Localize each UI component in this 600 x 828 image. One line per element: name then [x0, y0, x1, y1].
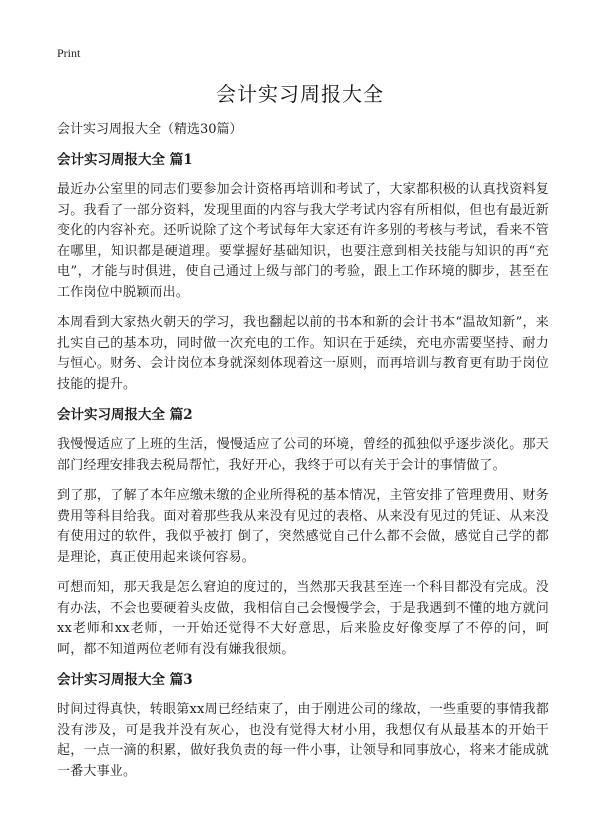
document-body — [57, 120, 549, 792]
page-title: 会计实习周报大全 — [216, 82, 384, 106]
section-3-paragraph-1: 时间过得真快，转眼第xx周已经结束了，由于刚进公司的缘故，一些重要的事情我都没有涉及，可是我并没有灰心，也没有觉得大材小用，我想仅有从最基本的开始干起，一点一滴的积累，做好我负责的每一件小事，让领导和同事放心，将来才能成就一番大事业。 — [57, 702, 549, 779]
section-heading-3: 会计实习周报大全 篇3 — [57, 672, 193, 688]
section-heading-2: 会计实习周报大全 篇2 — [57, 407, 193, 423]
section-2-paragraph-2: 到了那，了解了本年应缴未缴的企业所得税的基本情况，主管安排了管理费用、财务费用等科目给我。面对着那些我从来没有见过的表格、从来没有见过的凭证、从来没有使用过的软件，我似乎被打 倒了，突然感觉自己什么都不会做，感觉自己学的都是理论，真正使用起来谈何容易。 — [57, 488, 549, 565]
section-1-paragraph-1: 最近办公室里的同志们要参加会计资格再培训和考试了，大家都积极的认真找资料复习。我看了一部分资料，发现里面的内容与我大学考试内容有所相似，但也有最近新变化的内容补充。还听说除了这个考试每年大家还有许多别的考核与考试，看来不管在哪里，知识都是硬道理。要掌握好基础知识，也要注意到相关技能与知识的再“充电”，才能与时俱进，使自己通过上级与部门的考验，跟上工作环境的脚步，甚至在工作岗位中脱颖而出。 — [57, 182, 549, 300]
section-1-paragraph-2: 本周看到大家热火朝天的学习，我也翻起以前的书本和新的会计书本“温故知新”，来扎实自己的基本功，同时做一次充电的工作。知识在于延续，充电亦需要坚持、耐力与恒心。财务、会计岗位本身就深刻体现着这一原则，而再培训与教育更有助于岗位技能的提升。 — [57, 315, 549, 392]
section-2-paragraph-3: 可想而知，那天我是怎么窘迫的度过的，当然那天我甚至连一个科目都没有完成。没有办法，不会也要硬着头皮做，我相信自己会慢慢学会，于是我遇到不懂的地方就问xx老师和xx老师，一开始还觉得不大好意思，后来脸皮好像变厚了不停的问，呵呵，都不知道两位老师有没有嫌我很烦。 — [57, 580, 549, 657]
print-link[interactable]: Print — [57, 46, 81, 60]
section-heading-1: 会计实习周报大全 篇1 — [57, 152, 193, 168]
document-subtitle: 会计实习周报大全（精选30篇） — [57, 122, 243, 137]
section-2-paragraph-1: 我慢慢适应了上班的生活，慢慢适应了公司的环境，曾经的孤独似乎逐步淡化。那天部门经理安排我去税局帮忙，我好开心，我终于可以有关于会计的事情做了。 — [57, 437, 549, 473]
